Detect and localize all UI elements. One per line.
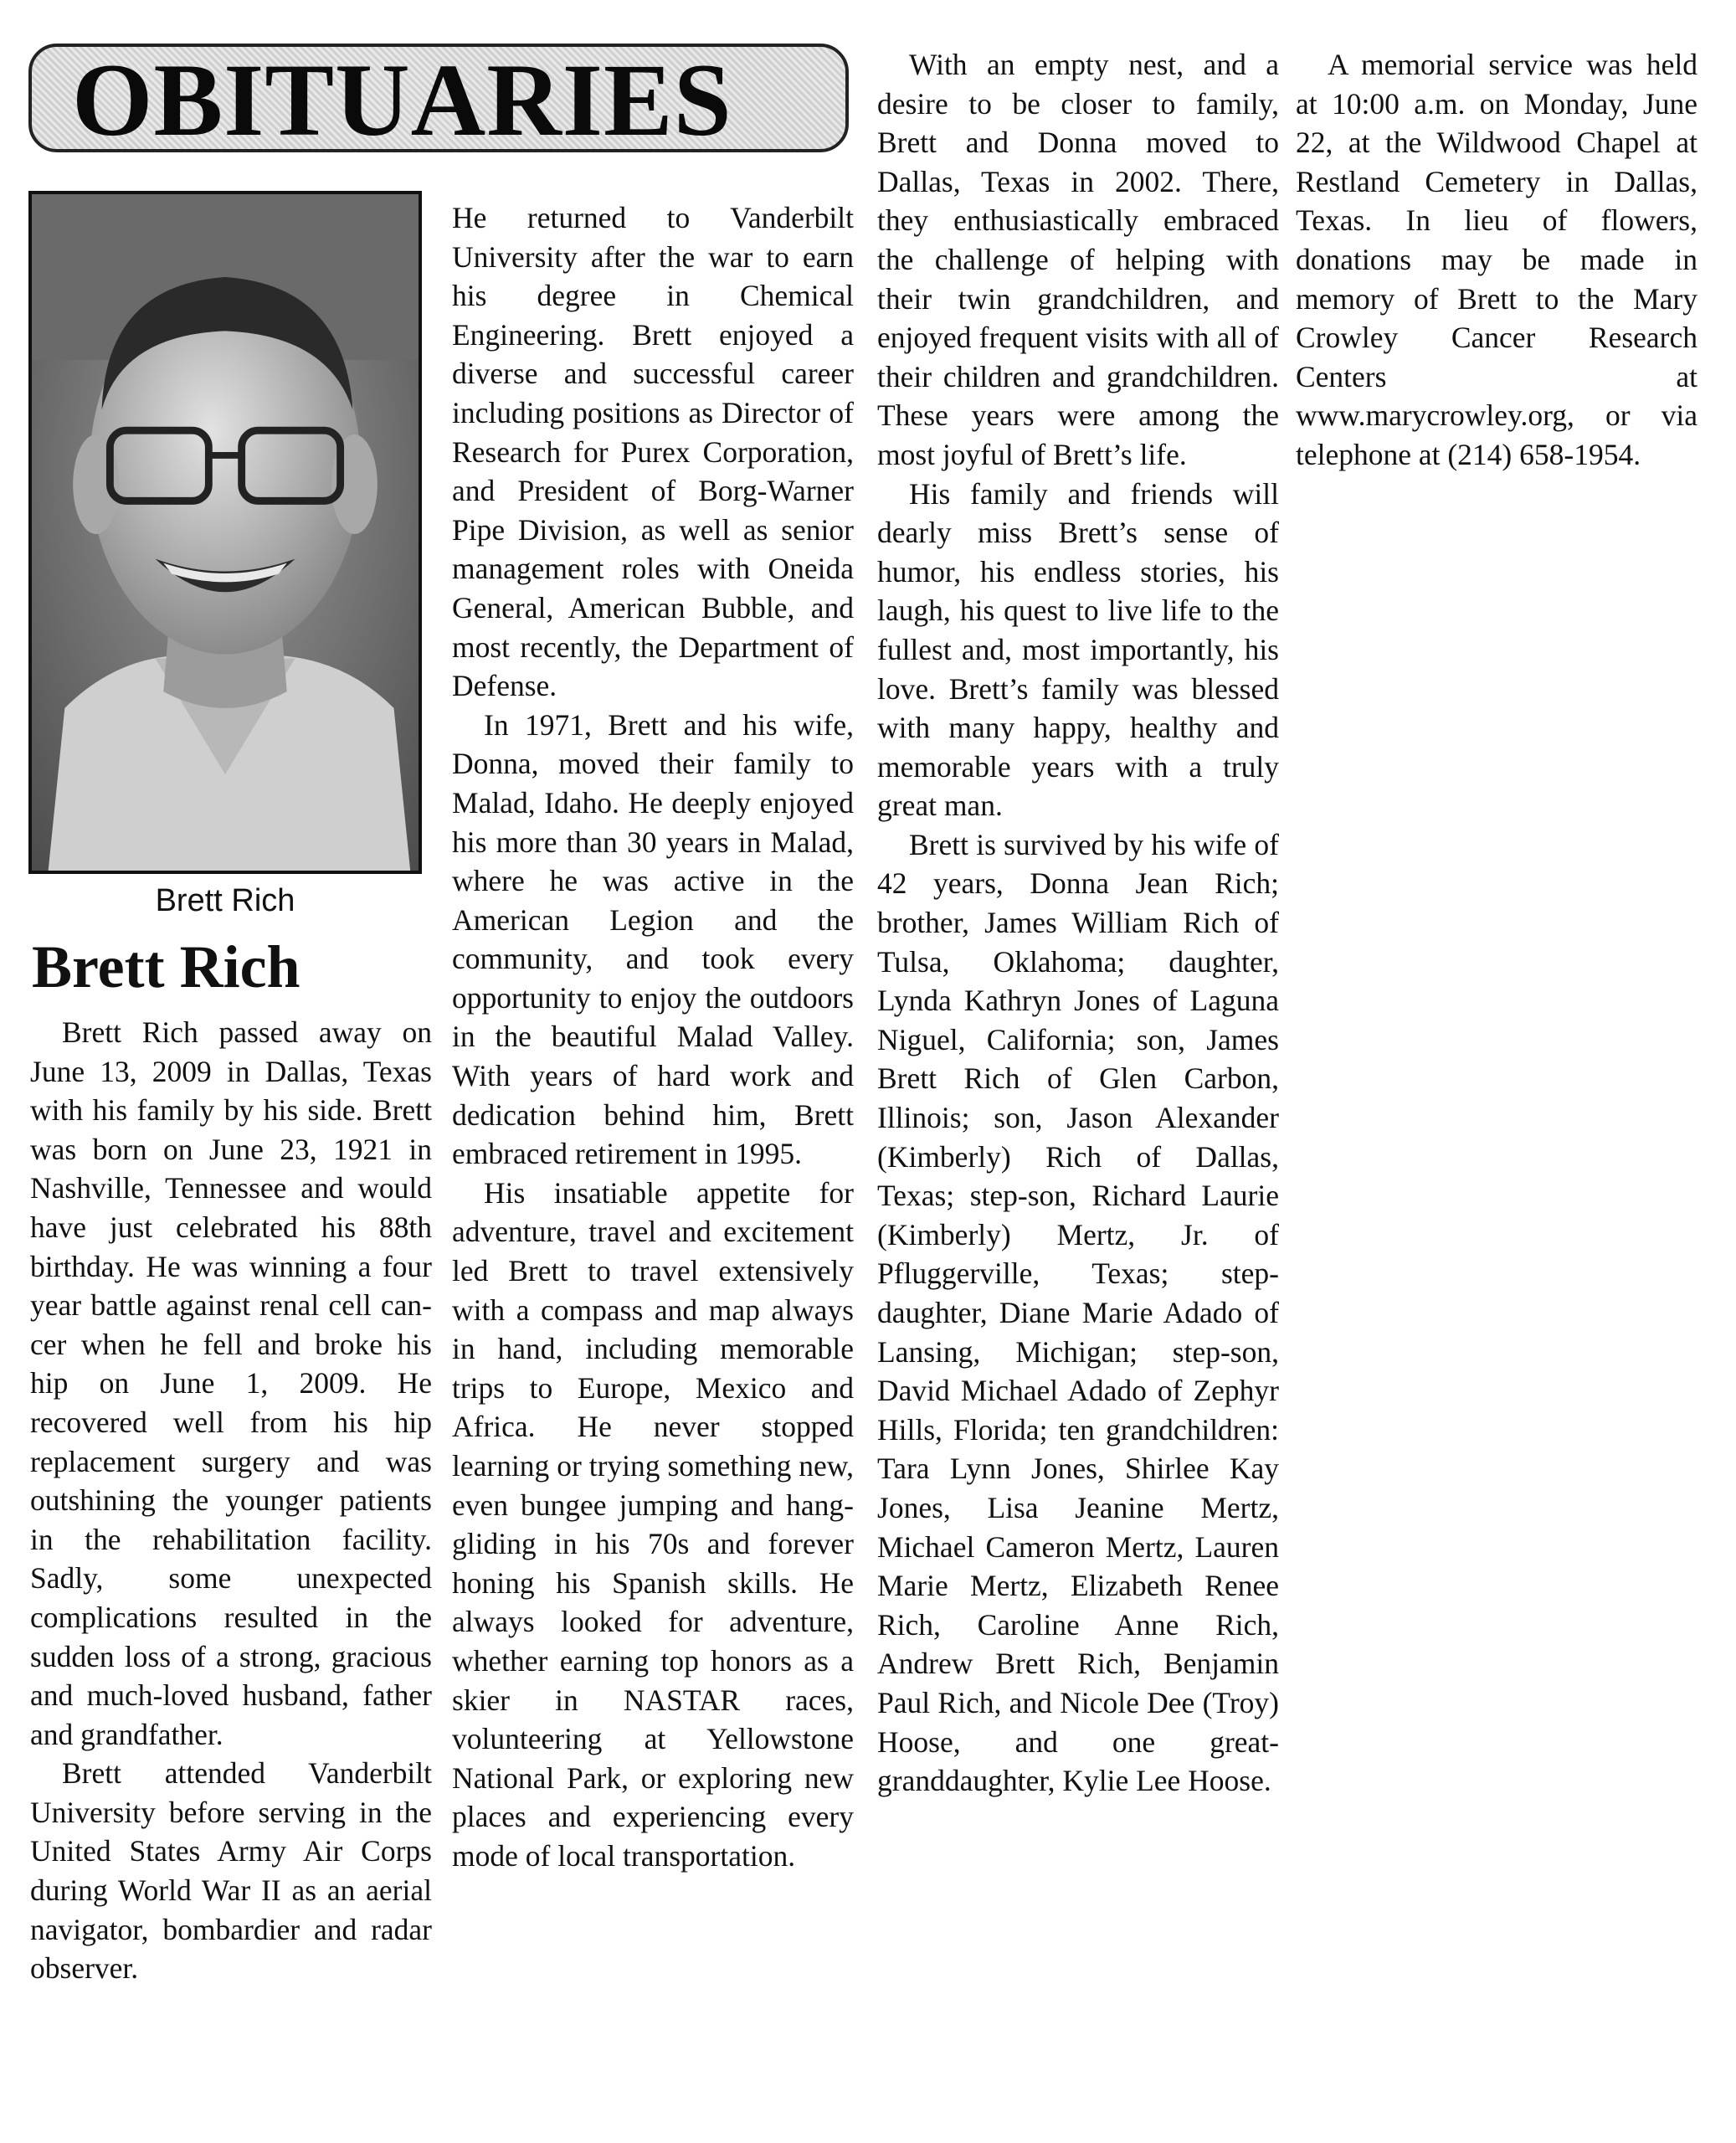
obituary-headline: Brett Rich — [32, 933, 300, 1000]
paragraph: With an empty nest, and a desire to be closer to family, Brett and Donna moved to Dallas, Texas in 2002. There, they enthusiastically embraced the challenge of helping with their twin grandchildren, and enjoyed frequent visits with all of their children and grandchildren. These years were among the most joyful of Brett’s life. — [877, 48, 1279, 471]
article-column-3 — [877, 45, 1279, 1801]
section-title: OBITUARIES — [72, 43, 732, 157]
photo-caption: Brett Rich — [155, 883, 295, 918]
paragraph: Brett Rich passed away on June 13, 2009 in Dallas, Texas with his family by his side. Brett was born on June 23, 1921 in Nashville, Tennessee and would have just celebrated his 88th birthday. He was winning a four year battle against renal cell cancer when he fell and broke his hip on June 1, 2009. He recovered well from his hip replacement surgery and was outshining the younger patients in the rehabilitation facility. Sadly, some unexpected complications resulted in the sudden loss of a strong, gracious and much-loved husband, father and grandfather. — [30, 1015, 432, 1751]
article-column-2 — [452, 198, 854, 1876]
paragraph: His family and friends will dearly miss Brett’s sense of humor, his endless stories, his laugh, his quest to live life to the fullest and, most importantly, his love. Brett’s family was blessed with many happy, healthy and memorable years with a truly great man. — [877, 476, 1279, 823]
paragraph: Brett attended Vanderbilt University before serving in the United States Army Air Corps during World War II as an aerial navigator, bombardier and radar observer. — [30, 1756, 432, 1986]
paragraph: He returned to Vanderbilt University after the war to earn his degree in Chemical Engineering. Brett enjoyed a diverse and successful career including positions as Director of Research for Purex Corporation, and President of Borg-Warner Pipe Division, as well as senior management roles with Oneida General, American Bubble, and most recently, the Department of Defense. — [452, 201, 854, 703]
paragraph: His insatiable appetite for adventure, travel and excitement led Brett to travel extensively with a compass and map always in hand, including memorable trips to Europe, Mexico and Africa. He never stopped learning or trying something new, even bungee jumping and hang-gliding in his 70s and forever honing his Spanish skills. He always looked for adventure, whether earning top honors as a skier in NASTAR races, volunteering at Yellowstone National Park, or exploring new places and experiencing every mode of local transportation. — [452, 1175, 854, 1873]
paragraph: Brett is survived by his wife of 42 years, Donna Jean Rich; brother, James William Rich of Tulsa, Oklahoma; daughter, Lynda Kathryn Jones of Laguna Niguel, California; son, James Brett Rich of Glen Carbon, Illinois; son, Jason Alexander (Kimberly) Rich of Dallas, Texas; step-son, Richard Laurie (Kimberly) Mertz, Jr. of Pfluggerville, Texas; step-daughter, Diane Marie Adado of Lansing, Michigan; step-son, David Michael Adado of Zephyr Hills, Florida; ten grandchildren: Tara Lynn Jones, Shirlee Kay Jones, Lisa Jeanine Mertz, Michael Cameron Mertz, Lauren Marie Mertz, Elizabeth Renee Rich, Caroline Anne Rich, Andrew Brett Rich, Benjamin Paul Rich, and Nicole Dee (Troy) Hoose, and one great-granddaughter, Kylie Lee Hoose. — [877, 827, 1279, 1798]
paragraph: In 1971, Brett and his wife, Donna, moved their family to Malad, Idaho. He deeply enjoyed his more than 30 years in Malad, where he was active in the American Legion and the community, and took every opportunity to enjoy the outdoors in the beautiful Malad Valley. With years of hard work and dedication behind him, Brett embraced retirement in 1995. — [452, 707, 854, 1171]
portrait-photo — [28, 191, 422, 874]
paragraph: A memorial service was held at 10:00 a.m. on Monday, June 22, at the Wildwood Chapel at Restland Cemetery in Dallas, Texas. In lieu of flowers, donations may be made in memory of Brett to the Mary Crowley Cancer Research Centers at www.marycrowley.org, or via telephone at (214) 658-1954. — [1296, 48, 1697, 471]
section-banner — [28, 43, 849, 157]
portrait-icon — [32, 194, 419, 871]
article-column-1 — [30, 1013, 432, 1988]
article-column-4 — [1296, 45, 1697, 475]
